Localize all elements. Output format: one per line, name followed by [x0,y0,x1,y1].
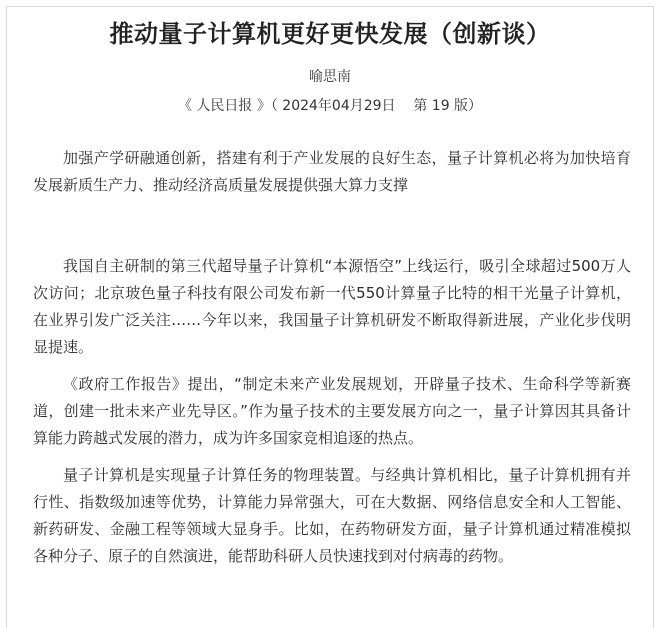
article-body [33,145,631,570]
article-source: 《 人民日报 》（ 2024年04月29日 第 19 版） [177,98,483,114]
article-author: 喻思南 [309,69,351,85]
body-paragraph: 量子计算机是实现量子计算任务的物理装置。与经典计算机相比，量子计算机拥有并行性、指数级加速等优势，计算能力异常强大，可在大数据、网络信息安全和人工智能、新药研发、金融工程等领域大显身手。比如，在药物研发方面，量子计算机通过精准模拟各种分子、原子的自然演进，能帮助科研人员快速找到对付病毒的药物。 [33,466,631,565]
article-title: 推动量子计算机更好更快发展（创新谈） [109,20,551,48]
body-paragraph: 《政府工作报告》提出，“制定未来产业发展规划，开辟量子技术、生命科学等新赛道，创建一批未来产业先导区。”作为量子技术的主要发展方向之一，量子计算因其具备计算能力跨越式发展的潜力，成为许多国家竞相追逐的热点。 [33,375,631,447]
lead-paragraph: 加强产学研融通创新，搭建有利于产业发展的良好生态，量子计算机必将为加快培育发展新质生产力、推动经济高质量发展提供强大算力支撑 [33,149,631,194]
body-paragraph: 我国自主研制的第三代超导量子计算机“本源悟空”上线运行，吸引全球超过500万人次访问；北京玻色量子科技有限公司发布新一代550计算量子比特的相干光量子计算机，在业界引发广泛关注……今年以来，我国量子计算机研发不断取得新进展，产业化步伐明显提速。 [33,257,631,356]
